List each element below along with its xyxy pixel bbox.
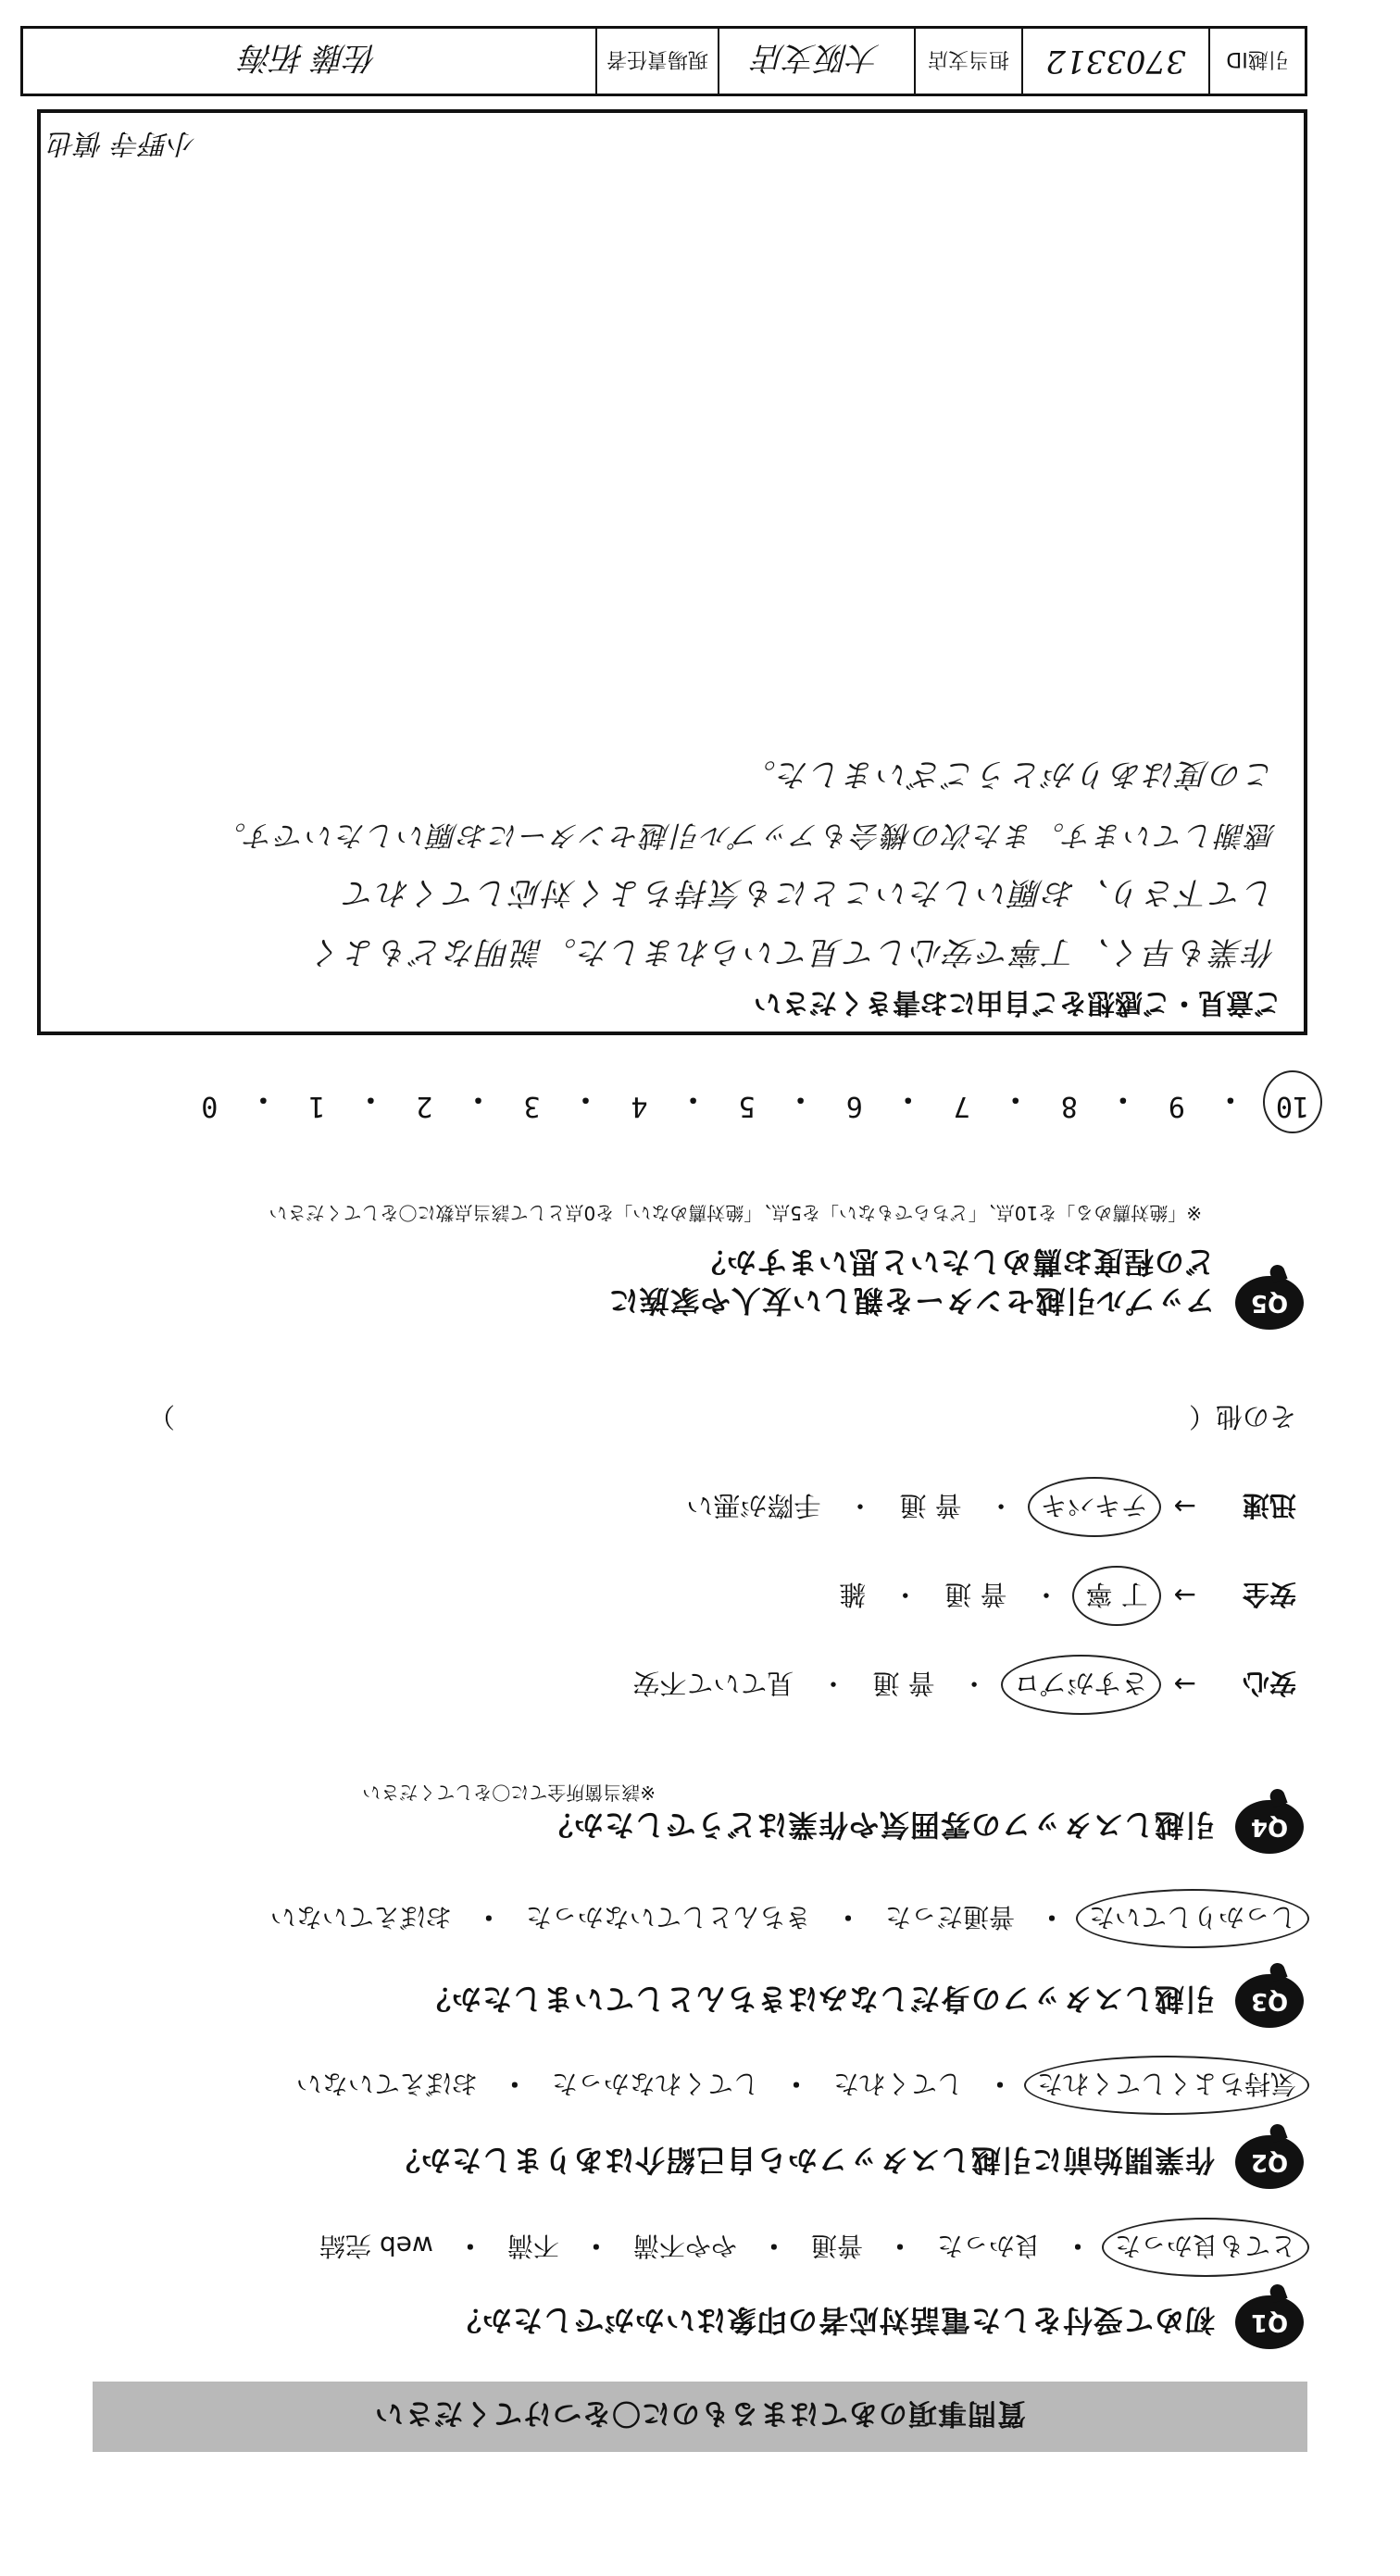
arrow-icon: → <box>1173 1669 1196 1701</box>
q4-option[interactable]: テキパキ <box>1041 1488 1148 1526</box>
q4-badge: Q4 <box>1235 1800 1304 1854</box>
q1-option[interactable]: web 完結 <box>319 2231 433 2261</box>
scale-value[interactable]: 4 <box>631 1090 648 1122</box>
comment-line: して下さり、お願いしたいことにも気持ちよく対応してくれて <box>343 874 1276 911</box>
q4-other <box>148 1399 1296 1437</box>
scale-value[interactable]: 3 <box>523 1090 541 1122</box>
q1-option[interactable]: やや不満 <box>632 2231 737 2261</box>
q5-badge: Q5 <box>1235 1276 1304 1330</box>
q2-text: 作業開始前に引越しスタッフから自己紹介はありましたか？ <box>389 2143 1215 2178</box>
q2-options: 気持ちよくしてくれた ・ してくれた ・ してくれなかった ・ おぼえていない <box>296 2067 1296 2104</box>
value-branch: 大阪支店 <box>718 29 914 94</box>
q4-other-label: その他（ <box>1188 1401 1296 1432</box>
q4-option[interactable]: 丁 寧 <box>1085 1577 1147 1615</box>
q1-option[interactable]: 普通 <box>810 2231 863 2261</box>
q5-scale: 10 ・ 9 ・ 8 ・ 7 ・ 6 ・ 5 ・ 4 ・ 3 ・ 2 ・ 1 ・ 0 <box>201 1082 1309 1122</box>
q5-text-line1: アップル引越センターを親しい友人や家族に <box>607 1283 1215 1319</box>
comment-line: この度はありがとうございました。 <box>743 756 1276 793</box>
q4-row-jinsoku: 迅速 → テキパキ ・ 普 通 ・ 手際が悪い <box>686 1488 1296 1526</box>
q3-option[interactable]: 普通だった <box>884 1902 1015 1932</box>
survey-header: 質問事項のあてはまるものに〇をつけてください <box>93 2382 1307 2452</box>
scale-value[interactable]: 1 <box>308 1090 326 1122</box>
scale-value[interactable]: 10 <box>1276 1082 1309 1122</box>
q4-row-anshin: 安心 → さすがプロ ・ 普 通 ・ 見ていて不安 <box>632 1666 1296 1704</box>
q2-option[interactable]: 気持ちよくしてくれた <box>1037 2067 1296 2104</box>
q4-option[interactable]: 普 通 <box>944 1579 1007 1610</box>
q4-row-anzen: 安全 → 丁 寧 ・ 普 通 ・ 雑 <box>839 1577 1296 1615</box>
q4-note: ※該当箇所全てに〇をしてください <box>362 1782 656 1804</box>
q1-option[interactable]: とても良かった <box>1115 2229 1296 2266</box>
q2-badge: Q2 <box>1235 2135 1304 2189</box>
q3-text: 引越しスタッフの身だしなみはきちんとしていましたか？ <box>419 1982 1215 2017</box>
comment-line: 感謝しています。また次の機会もアップル引越センターにお願いしたいです。 <box>215 819 1276 852</box>
q3-options: しっかりしていた ・ 普通だった ・ きちんとしていなかった ・ おぼえていない <box>270 1900 1296 1937</box>
comments-title: ご意見・ご感想をご自由にお書きください <box>754 986 1281 1019</box>
q5-note: ※「絶対薦める」を10点、「どちらでもない」を5点、「絶対薦めない」を0点として該当点数に〇をしてください <box>269 1202 1202 1224</box>
q2-option[interactable]: してくれた <box>832 2069 963 2099</box>
comments-box[interactable] <box>37 109 1307 1035</box>
q1-text: 初めて受付をした電話対応者の印象はいかがでしたか？ <box>450 2303 1215 2338</box>
q1-options: とても良かった ・ 良かった ・ 普通 ・ やや不満 ・ 不満 ・ web 完結 <box>319 2229 1296 2266</box>
q3-option[interactable]: しっかりしていた <box>1089 1900 1296 1937</box>
q3-badge: Q3 <box>1235 1974 1304 2028</box>
scale-value[interactable]: 7 <box>953 1090 970 1122</box>
id-table <box>20 26 1307 96</box>
scale-value[interactable]: 2 <box>416 1090 433 1122</box>
arrow-icon: → <box>1173 1580 1196 1612</box>
value-id: 3703312 <box>1021 29 1208 94</box>
arrow-icon: → <box>1173 1491 1196 1523</box>
q3-option[interactable]: おぼえていない <box>269 1902 452 1932</box>
scale-value[interactable]: 6 <box>845 1090 863 1122</box>
q2-option[interactable]: おぼえていない <box>295 2069 478 2099</box>
scale-value[interactable]: 5 <box>738 1090 756 1122</box>
q1-option[interactable]: 不満 <box>506 2231 559 2261</box>
q4-row-key: 安全 <box>1242 1579 1296 1610</box>
q4-option[interactable]: 手際が悪い <box>686 1490 821 1521</box>
q4-option[interactable]: 見ていて不安 <box>632 1668 794 1699</box>
scale-value[interactable]: 9 <box>1168 1090 1185 1122</box>
q1-badge: Q1 <box>1235 2295 1304 2349</box>
label-id: 引越ID <box>1208 29 1305 94</box>
handwritten-note: 小野寺 慎也 <box>48 127 196 159</box>
q4-other-close: ） <box>148 1401 176 1432</box>
value-leader: 佐藤 拓海 <box>241 39 378 77</box>
label-branch: 担当支店 <box>914 29 1021 94</box>
q4-option[interactable]: 普 通 <box>899 1490 962 1521</box>
comment-line: 作業も早く、丁寧で安心して見ていられました。説明などもよく <box>309 933 1276 970</box>
q4-option[interactable]: さすがプロ <box>1014 1666 1148 1704</box>
q4-text: 引越しスタッフの雰囲気や作業はどうでしたか？ <box>542 1807 1215 1843</box>
label-leader: 現場責任者 <box>595 29 718 94</box>
q4-option[interactable]: 普 通 <box>872 1668 935 1699</box>
q4-row-key: 安心 <box>1242 1668 1296 1699</box>
q4-option[interactable]: 雑 <box>839 1579 867 1610</box>
q5-text-line2: どの程度お薦めしたいと思いますか？ <box>694 1244 1215 1280</box>
scale-value[interactable]: 8 <box>1060 1090 1078 1122</box>
q2-option[interactable]: してくれなかった <box>551 2069 759 2099</box>
q1-option[interactable]: 良かった <box>936 2231 1041 2261</box>
q3-option[interactable]: きちんとしていなかった <box>525 1902 811 1932</box>
q4-row-key: 迅速 <box>1242 1490 1296 1521</box>
scale-value[interactable]: 0 <box>201 1090 219 1122</box>
